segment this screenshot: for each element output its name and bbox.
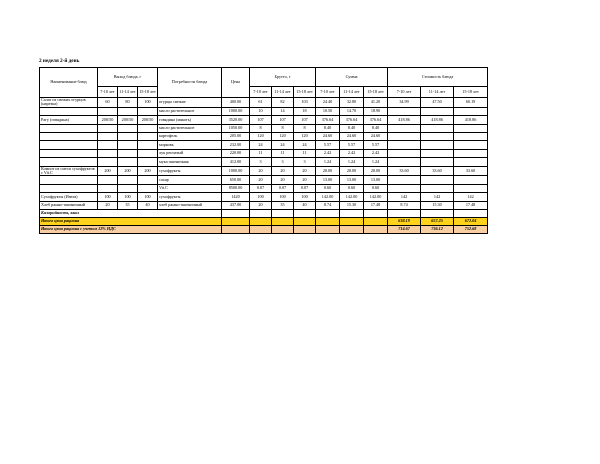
gross-cell: 20	[294, 166, 316, 176]
ingredient-cell: масло растительное	[158, 124, 222, 132]
header-age-3: 15-18 лет	[294, 87, 316, 98]
total-vat-value: 714.67	[388, 225, 421, 233]
sum-cell: 1.24	[340, 158, 364, 166]
output-cell	[138, 107, 158, 115]
output-cell: 20	[98, 201, 118, 209]
header-age-1: 7-10 лет	[316, 87, 340, 98]
header-dish: Наименование блюд	[40, 68, 98, 98]
gross-cell: 20	[250, 176, 272, 184]
price-cell: 232.00	[222, 141, 250, 149]
total-label: Итого цена рациона	[40, 217, 222, 225]
dish-name-cell: Компот из смеси сухофруктов с Vit.С	[40, 166, 98, 176]
menu-table	[39, 67, 488, 234]
ingredient-cell: морковь	[158, 141, 222, 149]
ingredient-cell: мука пшеничная	[158, 158, 222, 166]
header-age-2: 11-14 лет	[340, 87, 364, 98]
price-cell: 3520.00	[222, 116, 250, 124]
price-cell: 1000.00	[222, 166, 250, 176]
dish-name-cell	[40, 124, 98, 132]
gross-cell: 14	[272, 107, 294, 115]
sum-cell: 32.80	[340, 98, 364, 108]
table-row	[40, 184, 488, 192]
output-cell	[118, 184, 138, 192]
output-cell: 200/50	[98, 116, 118, 124]
output-cell: 80	[118, 98, 138, 108]
sum-cell: 5.57	[364, 141, 388, 149]
output-cell	[118, 176, 138, 184]
gross-cell: 61	[250, 98, 272, 108]
cost-cell	[421, 141, 454, 149]
sum-cell: 41.20	[364, 98, 388, 108]
cost-cell: 60.19	[454, 98, 488, 108]
gross-cell: 18	[294, 107, 316, 115]
header-ingredients: Потребности блюда	[158, 68, 222, 98]
ingredient-cell: лук репчатый	[158, 149, 222, 157]
gross-cell: 0.07	[250, 184, 272, 192]
output-cell	[118, 149, 138, 157]
sum-cell: 1.24	[316, 158, 340, 166]
ingredient-cell: хлеб ржано-пшеничный	[158, 201, 222, 209]
output-cell	[138, 141, 158, 149]
gross-cell: 8	[250, 124, 272, 132]
table-row	[40, 201, 488, 209]
cost-cell: 418.86	[388, 116, 421, 124]
sum-cell: 8.40	[364, 124, 388, 132]
table-row	[40, 141, 488, 149]
menu-body	[40, 98, 488, 210]
cost-cell	[454, 124, 488, 132]
header-age-1: 7-10 лет	[98, 87, 118, 98]
calories-label: Калорийность, ккал	[40, 209, 222, 217]
dish-name-cell: Хлеб ржано-пшеничный	[40, 201, 98, 209]
sum-cell: 0.60	[316, 184, 340, 192]
output-cell	[98, 158, 118, 166]
gross-cell: 10	[250, 107, 272, 115]
sum-cell: 20.00	[364, 166, 388, 176]
header-age-3: 15-18 лет	[454, 87, 488, 98]
gross-cell: 3	[294, 158, 316, 166]
total-vat-value: 752.68	[454, 225, 488, 233]
price-cell: 650.00	[222, 176, 250, 184]
cost-cell: 47.50	[421, 98, 454, 108]
gross-cell: 3	[272, 158, 294, 166]
dish-name-cell	[40, 107, 98, 115]
sum-cell: 376.64	[340, 116, 364, 124]
header-age-2: 11-14 лет	[272, 87, 294, 98]
cost-cell: 17.48	[454, 201, 488, 209]
ingredient-cell: масло растительное	[158, 107, 222, 115]
output-cell	[118, 141, 138, 149]
output-cell: 35	[118, 201, 138, 209]
gross-cell: 20	[250, 166, 272, 176]
header-gross: Брутто, г	[250, 68, 316, 87]
price-cell: 1420	[222, 193, 250, 201]
output-cell	[138, 149, 158, 157]
output-cell	[98, 124, 118, 132]
cost-cell	[421, 149, 454, 157]
sum-cell: 142.00	[340, 193, 364, 201]
dish-name-cell: Рагу (говядина)	[40, 116, 98, 124]
price-cell: 1000.00	[222, 107, 250, 115]
output-cell	[98, 176, 118, 184]
cost-cell	[454, 184, 488, 192]
gross-cell: 120	[250, 132, 272, 140]
cost-cell	[454, 107, 488, 115]
gross-cell: 24	[272, 141, 294, 149]
cost-cell	[421, 107, 454, 115]
gross-cell: 103	[294, 98, 316, 108]
output-cell	[98, 149, 118, 157]
output-cell: 200	[138, 166, 158, 176]
header-age-3: 15-18 лет	[364, 87, 388, 98]
sum-cell: 10.50	[316, 107, 340, 115]
output-cell	[138, 124, 158, 132]
sum-cell: 8.40	[340, 124, 364, 132]
price-cell: 8500.00	[222, 184, 250, 192]
cost-cell	[388, 107, 421, 115]
output-cell: 200/50	[118, 116, 138, 124]
gross-cell: 20	[272, 176, 294, 184]
gross-cell: 107	[294, 116, 316, 124]
dish-name-cell	[40, 176, 98, 184]
gross-cell: 120	[272, 132, 294, 140]
cost-cell: 418.86	[421, 116, 454, 124]
gross-cell: 0.07	[272, 184, 294, 192]
output-cell: 60	[98, 98, 118, 108]
output-cell	[138, 184, 158, 192]
cost-cell	[388, 176, 421, 184]
sum-cell: 5.57	[316, 141, 340, 149]
cost-cell	[388, 141, 421, 149]
header-age-2: 11-14 лет	[118, 87, 138, 98]
gross-cell: 20	[250, 201, 272, 209]
gross-cell: 8	[294, 124, 316, 132]
cost-cell: 142	[421, 193, 454, 201]
output-cell	[98, 132, 118, 140]
gross-cell: 11	[250, 149, 272, 157]
output-cell	[118, 107, 138, 115]
cost-cell: 418.86	[454, 116, 488, 124]
calories-row	[40, 209, 488, 217]
dish-name-cell	[40, 184, 98, 192]
sum-cell: 14.70	[340, 107, 364, 115]
output-cell	[138, 132, 158, 140]
output-cell: 100	[98, 193, 118, 201]
dish-name-cell: Салат из свежих огурцов (нарезка)	[40, 98, 98, 108]
table-row	[40, 166, 488, 176]
cost-cell	[421, 176, 454, 184]
gross-cell: 20	[272, 166, 294, 176]
cost-cell: 33.60	[421, 166, 454, 176]
cost-cell	[388, 184, 421, 192]
sum-cell: 142.00	[364, 193, 388, 201]
sum-cell: 18.90	[364, 107, 388, 115]
sum-cell: 8.74	[316, 201, 340, 209]
cost-cell	[421, 124, 454, 132]
cost-cell: 33.60	[388, 166, 421, 176]
gross-cell: 107	[272, 116, 294, 124]
cost-cell: 8.74	[388, 201, 421, 209]
gross-cell: 100	[250, 193, 272, 201]
sum-cell: 0.60	[364, 184, 388, 192]
sum-cell: 2.42	[316, 149, 340, 157]
output-cell	[118, 158, 138, 166]
ingredient-cell: сухофрукты	[158, 166, 222, 176]
total-vat-value: 736.12	[421, 225, 454, 233]
output-cell: 200	[118, 166, 138, 176]
gross-cell: 100	[294, 193, 316, 201]
header-age-1: 7-10 лет	[388, 87, 421, 98]
header-sum: Сумма	[316, 68, 388, 87]
ingredient-cell: сахар	[158, 176, 222, 184]
output-cell	[98, 107, 118, 115]
cost-cell: 15.30	[421, 201, 454, 209]
sum-cell: 13.00	[316, 176, 340, 184]
table-row	[40, 98, 488, 108]
dish-name-cell	[40, 132, 98, 140]
dish-name-cell	[40, 141, 98, 149]
price-cell: 220.00	[222, 149, 250, 157]
ingredient-cell: сухофрукты	[158, 193, 222, 201]
header-output: Выход блюда, г	[98, 68, 158, 87]
sum-cell: 20.00	[340, 166, 364, 176]
cost-cell: 34.99	[388, 98, 421, 108]
sum-cell: 5.57	[340, 141, 364, 149]
price-cell: 400.00	[222, 98, 250, 108]
cost-cell	[454, 176, 488, 184]
table-row	[40, 116, 488, 124]
cost-cell: 142	[454, 193, 488, 201]
output-cell: 100	[118, 193, 138, 201]
header-price: Цена	[222, 68, 250, 98]
output-cell: 200	[98, 166, 118, 176]
cost-cell	[388, 158, 421, 166]
cost-cell: 142	[388, 193, 421, 201]
output-cell: 200/50	[138, 116, 158, 124]
sum-cell: 2.42	[340, 149, 364, 157]
cost-cell: 33.60	[454, 166, 488, 176]
output-cell	[118, 132, 138, 140]
total-vat-row	[40, 225, 488, 233]
gross-cell: 8	[272, 124, 294, 132]
gross-cell: 11	[272, 149, 294, 157]
table-row	[40, 132, 488, 140]
ingredient-cell: огурцы свежие	[158, 98, 222, 108]
sum-cell: 13.00	[364, 176, 388, 184]
header-age-2: 11-14 лет	[421, 87, 454, 98]
output-cell	[118, 124, 138, 132]
gross-cell: 35	[272, 201, 294, 209]
output-cell	[98, 141, 118, 149]
gross-cell: 107	[250, 116, 272, 124]
cost-cell	[421, 158, 454, 166]
table-row	[40, 149, 488, 157]
cost-cell	[388, 149, 421, 157]
gross-cell: 3	[250, 158, 272, 166]
dish-name-cell	[40, 158, 98, 166]
gross-cell: 11	[294, 149, 316, 157]
cost-cell	[388, 132, 421, 140]
gross-cell: 100	[272, 193, 294, 201]
sum-cell: 376.64	[316, 116, 340, 124]
cost-cell	[421, 132, 454, 140]
cost-cell	[388, 124, 421, 132]
ingredient-cell: говядина (мякоть)	[158, 116, 222, 124]
sum-cell: 142.00	[316, 193, 340, 201]
gross-cell: 20	[294, 176, 316, 184]
gross-cell: 40	[294, 201, 316, 209]
price-cell: 412.00	[222, 158, 250, 166]
output-cell: 40	[138, 201, 158, 209]
ingredient-cell: Vit.С	[158, 184, 222, 192]
table-row	[40, 124, 488, 132]
sum-cell: 15.30	[340, 201, 364, 209]
output-cell: 100	[138, 193, 158, 201]
sum-cell: 17.48	[364, 201, 388, 209]
total-value: 657.25	[421, 217, 454, 225]
header-age-3: 15-18 лет	[138, 87, 158, 98]
table-row	[40, 107, 488, 115]
dish-name-cell	[40, 149, 98, 157]
price-cell: 205.00	[222, 132, 250, 140]
sum-cell: 1.24	[364, 158, 388, 166]
gross-cell: 0.07	[294, 184, 316, 192]
sum-cell: 13.00	[340, 176, 364, 184]
sum-cell: 24.60	[316, 132, 340, 140]
gross-cell: 120	[294, 132, 316, 140]
sum-cell: 2.42	[364, 149, 388, 157]
gross-cell: 24	[294, 141, 316, 149]
header-cost: Стоимость блюда	[388, 68, 488, 87]
sum-cell: 24.60	[340, 132, 364, 140]
table-row	[40, 158, 488, 166]
cost-cell	[421, 184, 454, 192]
price-cell: 437.00	[222, 201, 250, 209]
table-row	[40, 193, 488, 201]
output-cell	[138, 158, 158, 166]
header-age-1: 7-10 лет	[250, 87, 272, 98]
cost-cell	[454, 158, 488, 166]
table-row	[40, 176, 488, 184]
sum-cell: 24.60	[364, 132, 388, 140]
dish-name-cell: Сухофрукты (Изюм)	[40, 193, 98, 201]
sum-cell: 20.00	[316, 166, 340, 176]
page-title: 2 неделя 2-й день	[39, 58, 80, 64]
output-cell	[138, 176, 158, 184]
cost-cell	[454, 141, 488, 149]
sum-cell: 8.40	[316, 124, 340, 132]
gross-cell: 24	[250, 141, 272, 149]
sum-cell: 376.64	[364, 116, 388, 124]
gross-cell: 82	[272, 98, 294, 108]
output-cell	[98, 184, 118, 192]
output-cell: 100	[138, 98, 158, 108]
total-value: 672.04	[454, 217, 488, 225]
ingredient-cell: картофель	[158, 132, 222, 140]
cost-cell	[454, 132, 488, 140]
total-vat-label: Итого цена рациона с учетом 12% НДС	[40, 225, 222, 233]
sum-cell: 24.40	[316, 98, 340, 108]
total-value: 638.19	[388, 217, 421, 225]
total-row	[40, 217, 488, 225]
sum-cell: 0.60	[340, 184, 364, 192]
price-cell: 1050.00	[222, 124, 250, 132]
cost-cell	[454, 149, 488, 157]
